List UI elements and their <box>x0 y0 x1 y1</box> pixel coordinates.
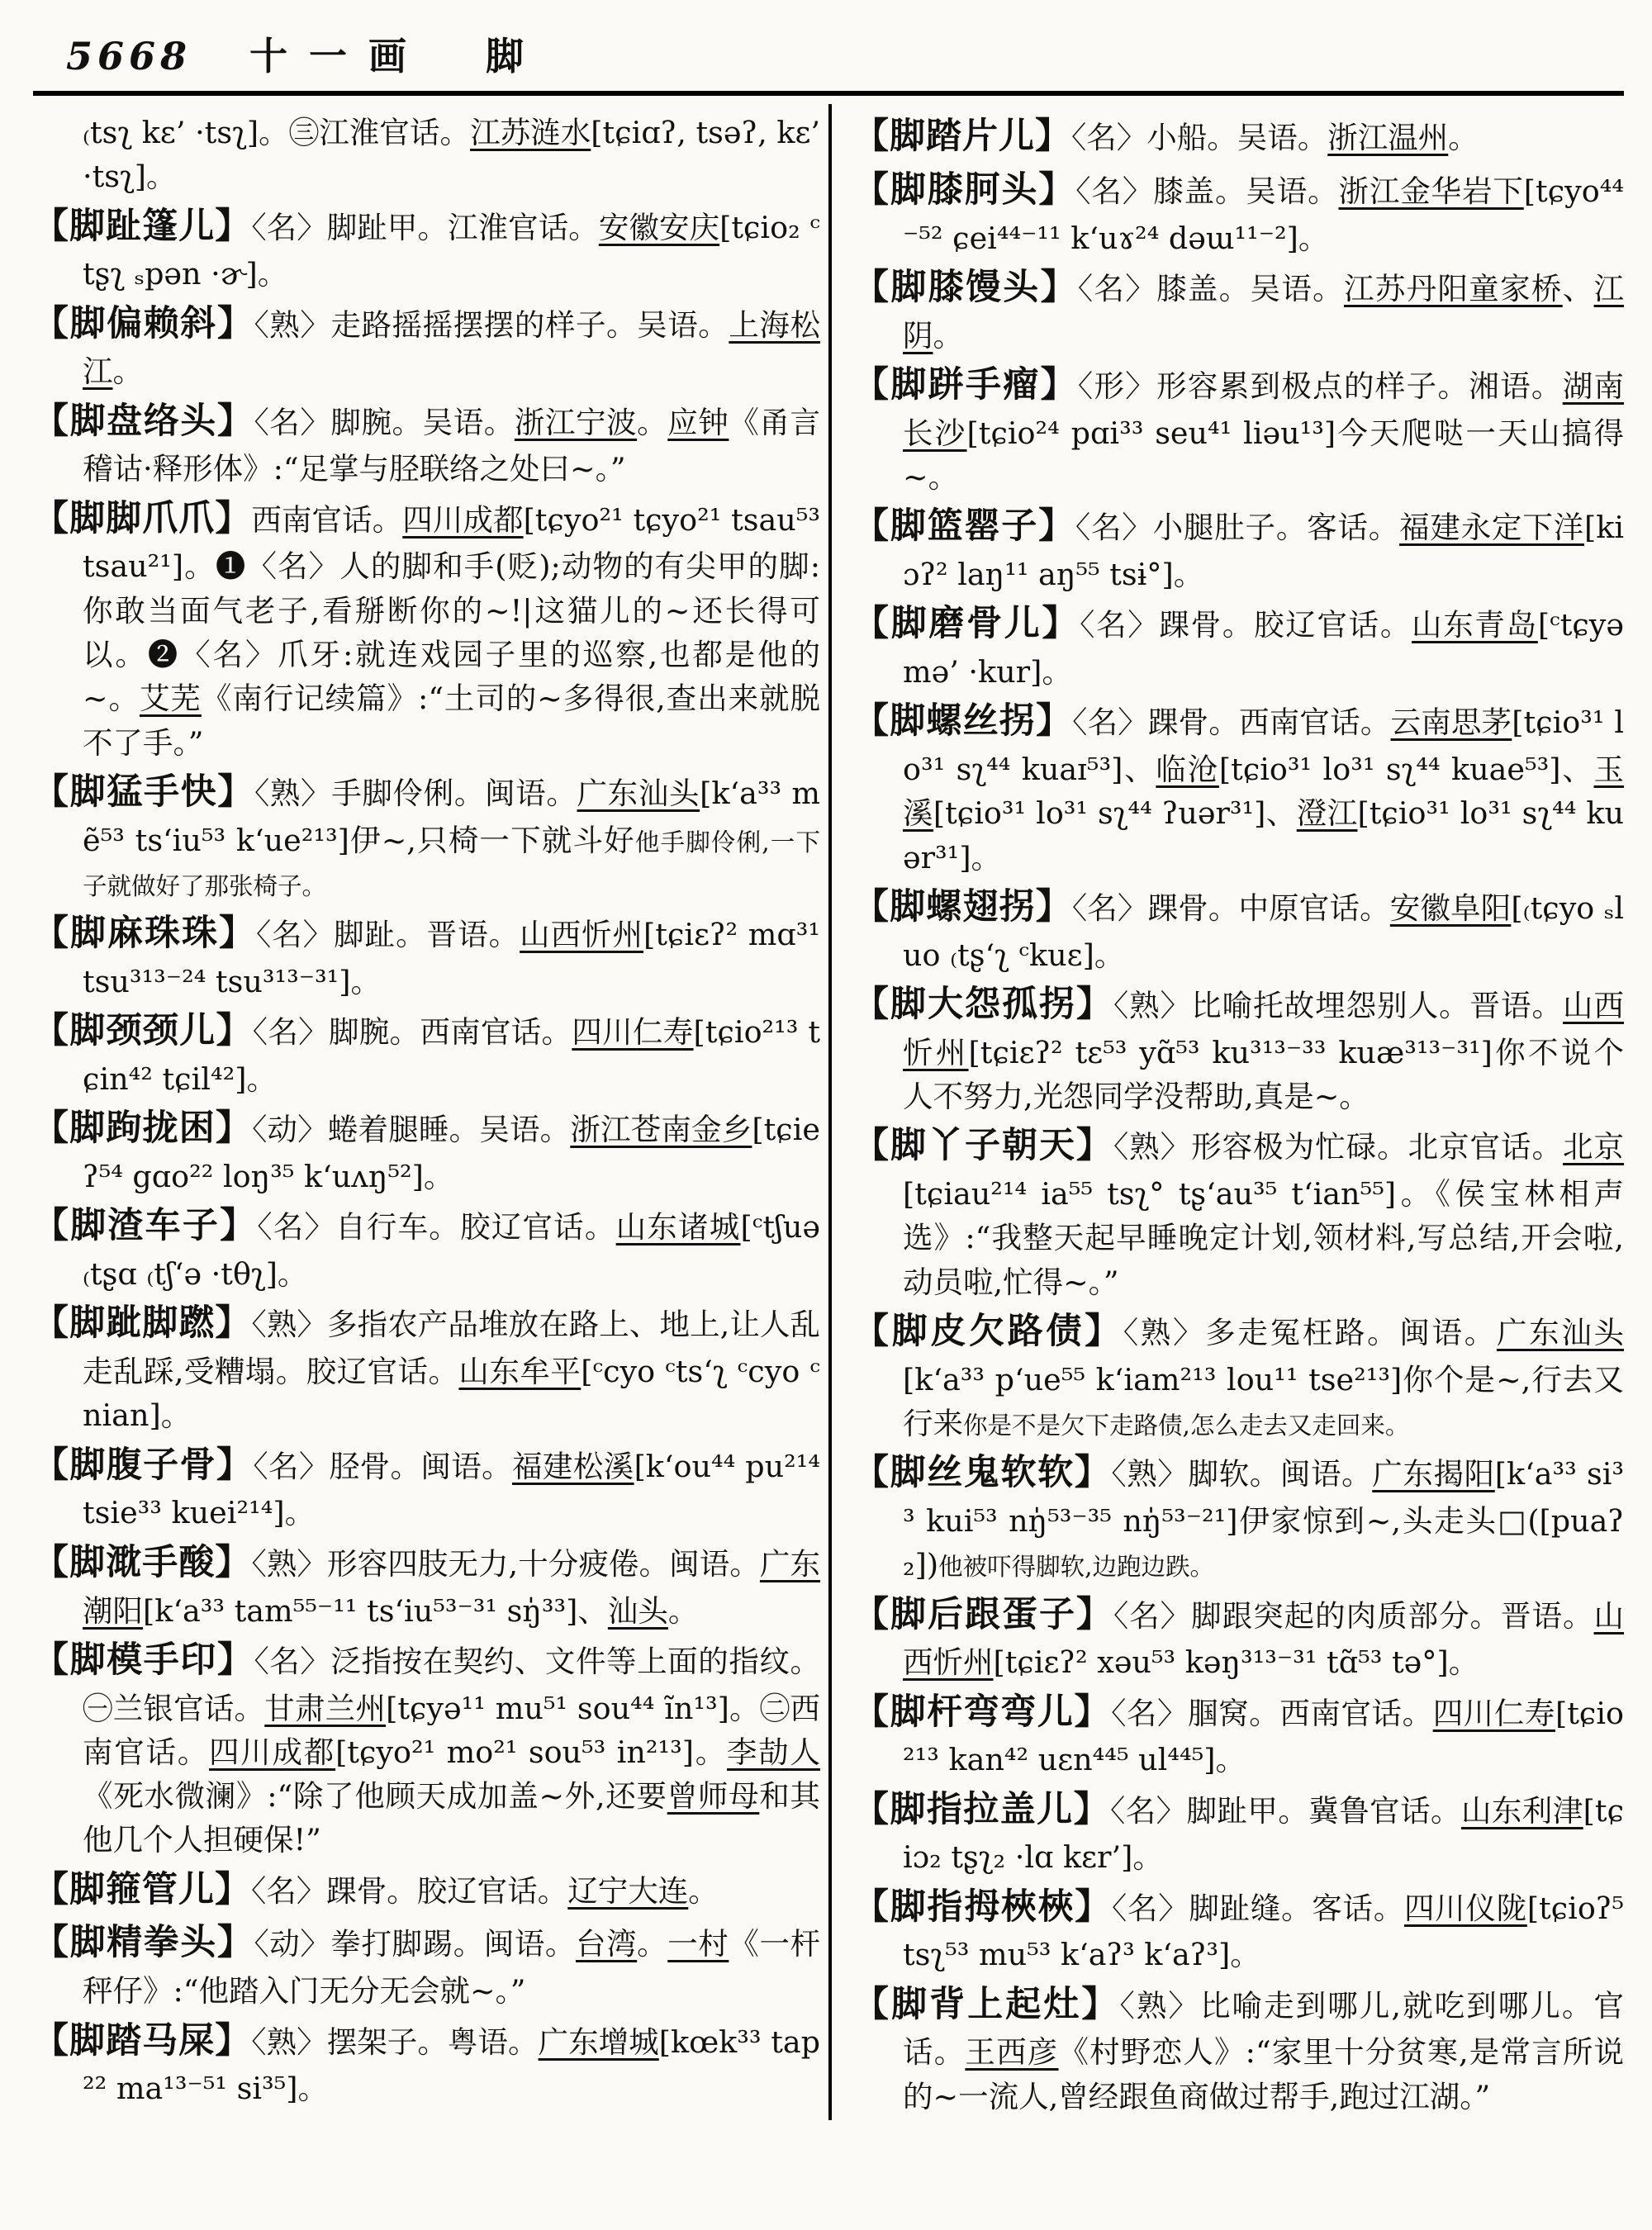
proper-noun: 浙江温州 <box>1327 120 1449 155</box>
entry-headword: 【脚箍管儿】 <box>33 1868 251 1910</box>
proper-noun: 湖南长沙 <box>903 368 1625 451</box>
gloss-small-text: 他被吓得脚软,边跑边跌。 <box>938 1553 1215 1582</box>
entry-text: 〈熟〉摆架子。粤语。 <box>251 2024 539 2060</box>
entry-text: 〈熟〉手脚伶俐。闽语。 <box>254 775 577 811</box>
entry-text: 和其他几个人担硬保!” <box>83 1778 820 1858</box>
entry-text: 〈熟〉形容极为忙碌。北京官话。 <box>1113 1129 1564 1165</box>
entry-text: [tɕio³¹ lo³¹ sʅ⁴⁴ kuae⁵³]、 <box>1218 752 1594 788</box>
entry-text: 〈熟〉走路摇摇摆摆的样子。吴语。 <box>254 306 729 343</box>
entry-text: [tɕio²¹³ tɕin⁴² tɕil⁴²]。 <box>83 1014 821 1098</box>
entry-headword: 【脚膝胢头】 <box>853 168 1076 211</box>
dict-entry <box>33 1005 820 1101</box>
entry-text: 。 <box>637 1926 668 1962</box>
entry-headword: 【脚渣车子】 <box>33 1205 258 1247</box>
entry-text: 〈名〉踝骨。胶辽官话。 <box>251 1872 568 1909</box>
entry-headword: 【脚偏赖斜】 <box>33 302 254 344</box>
proper-noun: 四川仁寿 <box>572 1014 694 1051</box>
entry-text: 。 <box>1448 120 1479 155</box>
entry-text: 。 <box>688 1872 719 1909</box>
entry-headword: 【脚腹子骨】 <box>33 1444 254 1486</box>
entry-text: 西南官话。 <box>251 501 403 538</box>
proper-noun: 广东汕头 <box>1496 1314 1625 1350</box>
entry-headword: 【脚丝鬼软软】 <box>853 1452 1112 1494</box>
dict-entry <box>33 396 820 491</box>
section-character: 脚 <box>486 34 525 78</box>
entry-text: 〈动〉拳打脚踢。闽语。 <box>254 1926 576 1962</box>
dict-entry <box>33 2015 820 2111</box>
entry-text: 〈名〉踝骨。中原官话。 <box>1071 890 1390 926</box>
entry-text: [tɕiau²¹⁴ ia⁵⁵ tsʅ° tʂ‘au³⁵ t‘ian⁵⁵]。《侯宝林相声选》:“我整天起早睡晚定计划,领材料,写总结,开会啦,动员啦,忙得~。” <box>903 1176 1624 1300</box>
entry-headword: 【脚模手印】 <box>33 1639 254 1681</box>
gloss-small-text: 他手脚伶俐,一下子就做好了那张椅子。 <box>83 828 820 900</box>
proper-noun: 澄江 <box>1296 795 1358 832</box>
entry-text: [tɕyo⁴⁴⁻⁵² ɕei⁴⁴⁻¹¹ k‘uɤ²⁴ dəɯ¹¹⁻²]。 <box>903 173 1625 256</box>
entry-headword: 【脚猛手快】 <box>33 771 254 813</box>
entry-text: [tɕyo²¹ mo²¹ sou⁵³ in²¹³]。 <box>335 1734 727 1770</box>
entry-text: [tɕieʔ⁵⁴ gɑo²² loŋ³⁵ k‘uʌŋ⁵²]。 <box>83 1112 821 1195</box>
entry-text: [k‘ou⁴⁴ pu²¹⁴ tsie³³ kuei²¹⁴]。 <box>83 1448 821 1531</box>
proper-noun: 艾芜 <box>139 681 202 717</box>
entry-headword: 【脚指拉盖儿】 <box>853 1788 1111 1830</box>
entry-headword: 【脚趾篷儿】 <box>33 205 252 247</box>
dict-entry <box>853 881 1624 977</box>
proper-noun: 浙江苍南金乡 <box>570 1112 752 1148</box>
dict-entry <box>33 908 820 1004</box>
entry-text: [tɕio₂ ᶜtʂʅ ₛpən ·ɚ]。 <box>83 209 821 292</box>
proper-noun: 山东利津 <box>1460 1792 1583 1829</box>
proper-noun: 临沧 <box>1156 752 1219 788</box>
proper-noun: 北京 <box>1563 1129 1625 1165</box>
proper-noun: 应钟 <box>667 404 729 440</box>
dict-entry <box>33 1103 820 1198</box>
entry-text: 《村野恋人》:“家里十分贫寒,是常言所说的~一流人,曾经跟鱼商做过帮手,跑过江湖。” <box>903 2034 1625 2114</box>
proper-noun: 上海松江 <box>83 306 821 390</box>
proper-noun: 辽宁大连 <box>567 1872 689 1909</box>
entry-text: 。 <box>667 1592 699 1629</box>
dict-entry <box>33 1635 820 1862</box>
entry-text: [tɕiɑʔ, tsəʔ, kɛ’ ·tsʅ]。 <box>83 115 820 195</box>
entry-text: [tɕioʔ⁵ tsʅ⁵³ mu⁵³ k‘aʔ³ k‘aʔ³]。 <box>903 1890 1625 1973</box>
dict-entry <box>33 1440 820 1535</box>
entry-headword: 【脚后跟蛋子】 <box>853 1593 1113 1635</box>
entry-text: 〈熟〉脚软。闽语。 <box>1111 1456 1373 1492</box>
entry-text: [k‘a³³ si³³ kui⁵³ nŋ̍⁵³⁻³⁵ nŋ̍⁵³⁻²¹]伊家惊到~,头走头□([puaʔ₂]) <box>903 1456 1624 1583</box>
entry-text: 〈名〉膝盖。吴语。 <box>1077 270 1344 306</box>
dict-entry <box>33 1537 820 1633</box>
proper-noun: 江苏涟水 <box>470 115 591 150</box>
entry-text: 〈名〉小腿肚子。客话。 <box>1075 510 1400 546</box>
entry-text: 〈名〉脚趾甲。冀鲁官话。 <box>1110 1792 1461 1829</box>
proper-noun: 李劼人 <box>727 1734 821 1770</box>
dict-entry <box>33 201 820 297</box>
entry-headword: 【脚螺丝拐】 <box>853 700 1073 743</box>
entry-text: [kœk³³ tap²² ma¹³⁻⁵¹ si³⁵]。 <box>83 2024 821 2107</box>
entry-headword: 【脚踏片儿】 <box>853 116 1071 157</box>
proper-noun: 福建松溪 <box>512 1448 634 1484</box>
entry-headword: 【脚膝馒头】 <box>853 266 1078 308</box>
proper-noun: 山西忻州 <box>520 917 644 953</box>
entry-text: [tɕiɛʔ² xəu⁵³ kəŋ³¹³⁻³¹ tɑ̃⁵³ tə°]。 <box>993 1644 1479 1681</box>
proper-noun: 玉溪 <box>903 752 1624 832</box>
dict-entry <box>33 298 820 394</box>
entry-text: 〈熟〉多走冤枉路。闽语。 <box>1123 1314 1497 1350</box>
entry-text: [₍tɕyo ₛluo ₍tʂ‘ʅ ᶜkuɛ]。 <box>903 890 1625 973</box>
entry-text: 〈名〉踝骨。胶辽官话。 <box>1080 607 1412 643</box>
entry-headword: 【脚篮罂子】 <box>853 505 1075 548</box>
dict-entry <box>853 359 1624 499</box>
entry-text: 〈名〉脚跟突起的肉质部分。晋语。 <box>1113 1597 1594 1634</box>
dict-entry <box>853 1306 1624 1445</box>
entry-headword: 【脚精拳头】 <box>33 1922 254 1964</box>
entry-text: 〈名〉脚趾甲。江淮官话。 <box>251 209 599 245</box>
entry-text: [tɕyo²¹ tɕyo²¹ tsau⁵³ tsau²¹]。❶〈名〉人的脚和手(贬);动物的有尖甲的脚:你敢当面气老子,看掰断你的~!|这猫儿的~还长得可以。❷〈名〉爪牙:就连戏园子里的巡察,也都是他的~。 <box>83 501 821 717</box>
proper-noun: 山东青岛 <box>1412 607 1538 643</box>
entry-text: 〈熟〉多指农产品堆放在路上、地上,让人乱走乱踩,受糟塌。胶辽官话。 <box>83 1307 820 1390</box>
dict-entry <box>853 501 1624 596</box>
proper-noun: 安徽安庆 <box>598 209 720 245</box>
entry-headword: 【脚跐脚蹨】 <box>33 1302 252 1345</box>
left-column <box>33 104 828 2120</box>
entry-text: [ᶜcyo ᶜts‘ʅ ᶜcyo ᶜnian]。 <box>83 1354 820 1434</box>
entry-text: 《死水微澜》:“除了他顾天成加盖~外,还要 <box>83 1778 667 1815</box>
entry-text: 〈名〉泛指按在契约、文件等上面的指纹。㊀兰银官话。 <box>83 1643 820 1726</box>
entry-text: 〈名〉脚腕。西南官话。 <box>252 1014 572 1051</box>
dict-entry <box>853 111 1624 163</box>
right-column <box>828 104 1624 2120</box>
entry-text: [tɕiɔ₂ tʂʅ₂ ·lɑ kɛr’]。 <box>903 1792 1625 1876</box>
proper-noun: 浙江金华岩下 <box>1338 173 1524 209</box>
proper-noun: 山西忻州 <box>903 987 1625 1070</box>
entry-headword: 【脚颈颈儿】 <box>33 1010 253 1052</box>
proper-noun: 四川仁寿 <box>1432 1695 1556 1731</box>
dict-entry <box>853 1120 1624 1304</box>
proper-noun: 江苏丹阳童家桥 <box>1344 270 1563 306</box>
entry-text: 《一杆秤仔》:“他踏入门无分无会就~。” <box>83 1926 821 2009</box>
entry-text: [k‘a³³ p‘ue⁵⁵ k‘iam²¹³ lou¹¹ tse²¹³]你个是~,行去又行来 <box>903 1361 1624 1441</box>
entry-text: 〈熟〉比喻托故埋怨别人。晋语。 <box>1113 987 1564 1023</box>
entry-text: 〈名〉腘窝。西南官话。 <box>1111 1695 1433 1731</box>
proper-noun: 山东诸城 <box>615 1209 741 1245</box>
dict-entry <box>853 1881 1624 1977</box>
entry-text: 〈名〉小船。吴语。 <box>1071 120 1328 155</box>
entry-text: 〈熟〉比喻走到哪儿,就吃到哪儿。官话。 <box>903 1987 1624 2071</box>
dict-entry <box>853 695 1624 880</box>
entry-headword: 【脚麻珠珠】 <box>33 913 256 955</box>
dict-entry <box>853 598 1624 694</box>
proper-noun: 四川成都 <box>209 1734 336 1770</box>
proper-noun: 云南思茅 <box>1390 705 1512 741</box>
entry-text: [ᶜtɕyə mə’ ·kur]。 <box>903 607 1625 690</box>
entry-headword: 【脚丫子朝天】 <box>853 1125 1113 1167</box>
proper-noun: 台湾 <box>576 1926 638 1962</box>
entry-text: [tɕio³¹ lo³¹ sʅ⁴⁴ kuər³¹]。 <box>903 795 1625 875</box>
entry-text: [tɕiɛʔ² tɛ⁵³ yɑ̃⁵³ ku³¹³⁻³³ kuæ³¹³⁻³¹]你不说个人不努力,光怨同学没帮助,真是~。 <box>903 1034 1624 1114</box>
entry-headword: 【脚盘络头】 <box>33 400 254 442</box>
entry-text: 《甬言稽诂·释形体》:“足掌与胫联络之处曰~。” <box>83 404 821 487</box>
proper-noun: 四川仪陇 <box>1403 1890 1527 1926</box>
entry-text: [tɕio²¹³ kan⁴² uɛn⁴⁴⁵ ul⁴⁴⁵]。 <box>903 1695 1625 1778</box>
dict-entry <box>853 979 1624 1118</box>
dict-entry <box>853 1979 1624 2118</box>
proper-noun: 王西彦 <box>965 2034 1059 2071</box>
entry-headword: 【脚磨骨儿】 <box>853 603 1080 645</box>
entry-text: 〈名〉自行车。胶辽官话。 <box>257 1209 616 1245</box>
dict-entry <box>33 1864 820 1916</box>
proper-noun: 甘肃兰州 <box>264 1690 387 1726</box>
entry-headword: 【脚踏马屎】 <box>33 2019 252 2062</box>
entry-text: 。 <box>112 353 143 390</box>
entry-text: [tɕyə¹¹ mu⁵¹ sou⁴⁴ ĩn¹³]。㊁西南官话。 <box>83 1690 821 1770</box>
entry-text: [tɕiɛʔ² mɑ³¹ tsu³¹³⁻²⁴ tsu³¹³⁻³¹]。 <box>83 917 821 999</box>
entry-headword: 【脚杆弯弯儿】 <box>853 1691 1112 1733</box>
proper-noun: 四川成都 <box>402 501 524 538</box>
dict-entry <box>853 1447 1624 1587</box>
dict-entry <box>853 164 1624 260</box>
entry-text: [tɕio³¹ lo³¹ sʅ⁴⁴ ʔuər³¹]、 <box>933 795 1297 832</box>
dict-entry <box>853 1687 1624 1782</box>
entry-text: 〈熟〉形容四肢无力,十分疲倦。闽语。 <box>251 1545 760 1582</box>
proper-noun: 江阴 <box>903 270 1625 353</box>
entry-text: 《南行记续篇》:“土司的~多得很,查出来就脱不了手。” <box>83 681 820 761</box>
dict-entry <box>853 1589 1624 1685</box>
proper-noun: 浙江宁波 <box>514 404 638 440</box>
dict-entry <box>33 1917 820 2013</box>
entry-text: 、 <box>1562 270 1594 306</box>
proper-noun: 山西忻州 <box>903 1597 1625 1681</box>
proper-noun: 广东揭阳 <box>1372 1456 1495 1492</box>
entry-headword: 【脚脚爪爪】 <box>33 497 252 539</box>
entry-headword: 【脚跔拢困】 <box>33 1108 253 1150</box>
entry-text: 。 <box>933 317 963 353</box>
entry-text: ₍tsʅ kɛ’ ·tsʅ]。㊂江淮官话。 <box>83 115 471 150</box>
proper-noun: 广东汕头 <box>577 775 700 811</box>
entry-headword: 【脚指拇梜梜】 <box>853 1886 1113 1928</box>
dict-entry <box>853 1784 1624 1880</box>
entry-headword: 【脚㴷手酸】 <box>33 1541 252 1583</box>
proper-noun: 山东牟平 <box>458 1354 582 1390</box>
proper-noun: 广东增城 <box>538 2024 659 2060</box>
page-number: 5668 <box>66 34 192 78</box>
entry-headword: 【脚大怨孤拐】 <box>853 983 1113 1025</box>
proper-noun: 曾师母 <box>667 1778 760 1815</box>
entry-text: 〈名〉脚腕。吴语。 <box>254 404 515 440</box>
entry-text: 〈名〉膝盖。吴语。 <box>1075 173 1339 209</box>
entry-text: 〈名〉踝骨。西南官话。 <box>1072 705 1391 741</box>
page-header <box>33 15 1624 89</box>
dict-entry <box>33 766 820 906</box>
entry-headword: 【脚背上起灶】 <box>853 1983 1120 2025</box>
dict-entry <box>33 493 820 765</box>
proper-noun: 安徽阜阳 <box>1389 890 1512 926</box>
entry-text: [ᶜtʃuə ₍tʂɑ ₍tʃ‘ə ·tθʅ]。 <box>83 1209 821 1293</box>
proper-noun: 一村 <box>667 1926 729 1962</box>
dict-entry <box>33 1200 820 1296</box>
proper-noun: 福建永定下洋 <box>1399 510 1584 546</box>
dict-entry <box>853 262 1624 358</box>
entry-text: 。 <box>637 404 668 440</box>
header-rule <box>33 91 1624 96</box>
two-column-body <box>33 104 1624 2120</box>
entry-text: 〈名〉胫骨。闽语。 <box>253 1448 513 1484</box>
entry-text: [kiɔʔ² laŋ¹¹ aŋ⁵⁵ tsɨ°]。 <box>903 510 1625 592</box>
dict-entry <box>33 111 820 199</box>
entry-headword: 【脚皮欠路债】 <box>853 1310 1123 1352</box>
entry-text: 〈名〉脚趾。晋语。 <box>255 917 520 953</box>
entry-text: 〈形〉形容累到极点的样子。湘语。 <box>1077 368 1563 404</box>
entry-text: 〈名〉脚趾缝。客话。 <box>1112 1890 1404 1926</box>
entry-text: [tɕio²⁴ pɑi³³ seu⁴¹ liəu¹³]今天爬哒一天山搞得~。 <box>903 415 1624 495</box>
entry-text: [k‘a³³ mẽ⁵³ ts‘iu⁵³ k‘ue²¹³]伊~,只椅一下就斗好 <box>83 775 821 858</box>
entry-headword: 【脚跰手瘤】 <box>853 363 1078 406</box>
stroke-section-label: 十一画 <box>249 34 429 78</box>
entry-text: [k‘a³³ tam⁵⁵⁻¹¹ ts‘iu⁵³⁻³¹ sŋ̍³³]、 <box>143 1592 608 1629</box>
proper-noun: 汕头 <box>607 1592 668 1629</box>
entry-text: 〈动〉蜷着腿睡。吴语。 <box>252 1112 571 1148</box>
entry-text: [tɕio³¹ lo³¹ sʅ⁴⁴ kuaɪ⁵³]、 <box>903 705 1625 788</box>
proper-noun: 广东潮阳 <box>83 1545 821 1629</box>
entry-headword: 【脚螺翅拐】 <box>853 885 1072 928</box>
dict-entry <box>33 1298 820 1437</box>
gloss-small-text: 你是不是欠下走路债,怎么走去又走回来。 <box>963 1411 1410 1440</box>
